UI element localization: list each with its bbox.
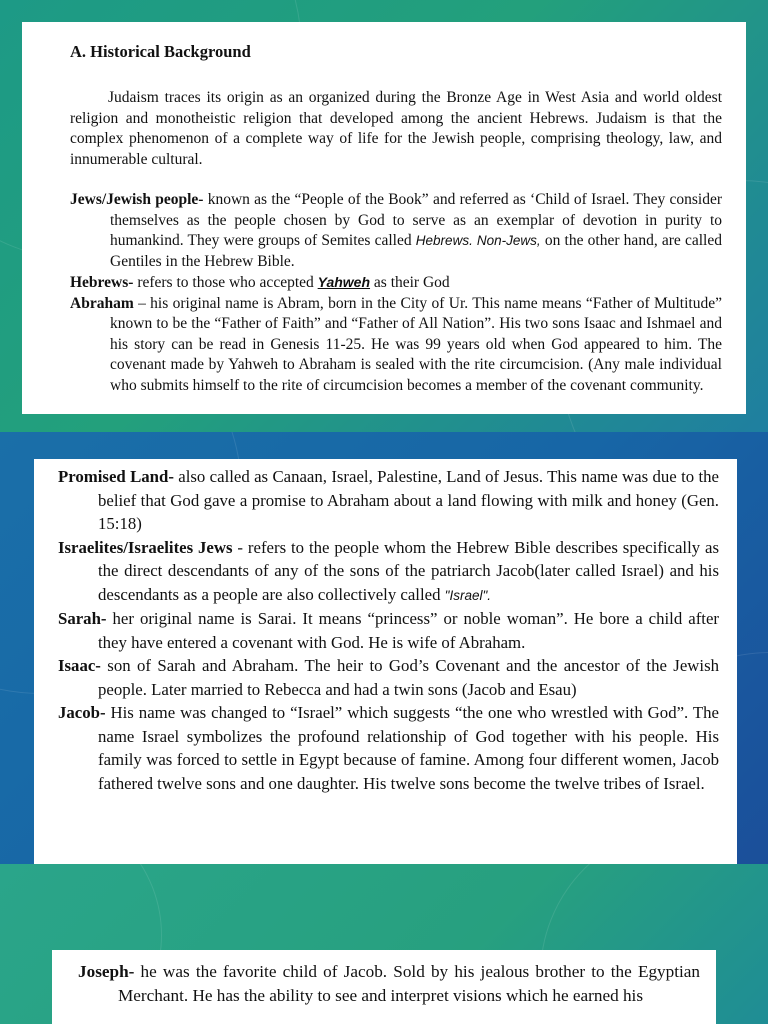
entry-joseph xyxy=(78,960,700,1008)
slide-3 xyxy=(0,864,768,1024)
definition-jews: known as the “People of the Book” and referred as ‘Child of Israel. They consider themselves as the people chosen by God to serve as an exemplar of devotion in purity to humankind. They were groups of Semites called xyxy=(110,191,722,249)
definition-sarah: her original name is Sarai. It means “princess” or noble woman”. He bore a child after they have entered a covenant with God. He is wife of Abraham. xyxy=(98,609,719,652)
definition-jews-2: on the other hand, are called Gentiles in the Hebrew Bible. xyxy=(110,232,722,270)
entry-jacob xyxy=(58,701,719,795)
entry-hebrews xyxy=(70,272,722,294)
term-joseph: Joseph- xyxy=(78,962,135,981)
definition-promised-land: also called as Canaan, Israel, Palestine, Land of Jesus. This name was due to the belief that God gave a promise to Abraham about a land flowing with milk and honey (Gen. 15:18) xyxy=(98,467,719,533)
italic-hebrews: Hebrews. Non-Jews, xyxy=(415,233,541,248)
term-hebrews: Hebrews- xyxy=(70,274,134,291)
entry-abraham xyxy=(70,294,722,397)
term-promised-land: Promised Land- xyxy=(58,467,174,486)
entry-isaac xyxy=(58,654,719,701)
document-body xyxy=(70,88,722,396)
definition-isaac: son of Sarah and Abraham. The heir to God’s Covenant and the ancestor of the Jewish people. Later married to Rebecca and had a twin sons (Jacob and Esau) xyxy=(98,656,719,699)
section-heading: A. Historical Background xyxy=(70,42,251,61)
definition-joseph: he was the favorite child of Jacob. Sold by his jealous brother to the Egyptian Merchant. He has the ability to see and interpret visions which he earned his xyxy=(118,962,700,1005)
yahweh-word: Yahweh xyxy=(317,274,371,290)
entry-promised-land xyxy=(58,465,719,536)
definition-abraham: – his original name is Abram, born in the City of Ur. This name means “Father of Multitude” known to be the “Father of Faith” and “Father of All Nation”. His two sons Isaac and Ishmael and his story can be read in Genesis 11-25. He was 99 years old when God appeared to him. The covenant made by Yahweh to Abraham is sealed with the rite circumcision. (Any male individual who submits himself to the rite of circumcision becomes a member of the covenant community. xyxy=(110,294,722,394)
intro-paragraph: Judaism traces its origin as an organized during the Bronze Age in West Asia and world oldest religion and monotheistic religion that developed among the ancient Hebrews. Judaism is that the complex phenomenon of a complete way of life for the Jewish people, comprising theology, law, and innumerable cultural. xyxy=(70,89,722,168)
term-isaac: Isaac- xyxy=(58,656,101,675)
term-abraham: Abraham xyxy=(70,294,134,312)
term-israelites: Israelites/Israelites Jews xyxy=(58,537,233,557)
entry-israelites xyxy=(58,536,719,608)
term-sarah: Sarah- xyxy=(58,609,107,628)
definition-hebrews: refers to those who accepted xyxy=(133,274,318,291)
entry-sarah xyxy=(58,607,719,654)
definition-hebrews-2: as their God xyxy=(370,274,450,291)
document-panel-2 xyxy=(34,459,737,864)
entry-jews xyxy=(70,190,722,272)
term-jacob: Jacob- xyxy=(58,703,106,722)
slide-1 xyxy=(0,0,768,432)
term-jews: Jews/Jewish people- xyxy=(70,191,204,208)
document-body xyxy=(78,960,700,1008)
slide-2 xyxy=(0,432,768,864)
italic-israel: "Israel". xyxy=(444,587,492,603)
document-panel-3 xyxy=(52,950,716,1024)
definition-israelites: - refers to the people whom the Hebrew Bible describes specifically as the direct descendants of any of the sons of the patriarch Jacob(later called Israel) and his descendants as a people are also collectively called xyxy=(98,537,720,604)
document-panel-1 xyxy=(22,22,746,414)
document-body xyxy=(58,465,719,795)
definition-jacob: His name was changed to “Israel” which suggests “the one who wrestled with God”. The name Israel symbolizes the profound relationship of God together with his people. His family was forced to settle in Egypt because of famine. Among four different women, Jacob fathered twelve sons and one daughter. His twelve sons become the twelve tribes of Israel. xyxy=(98,703,719,793)
